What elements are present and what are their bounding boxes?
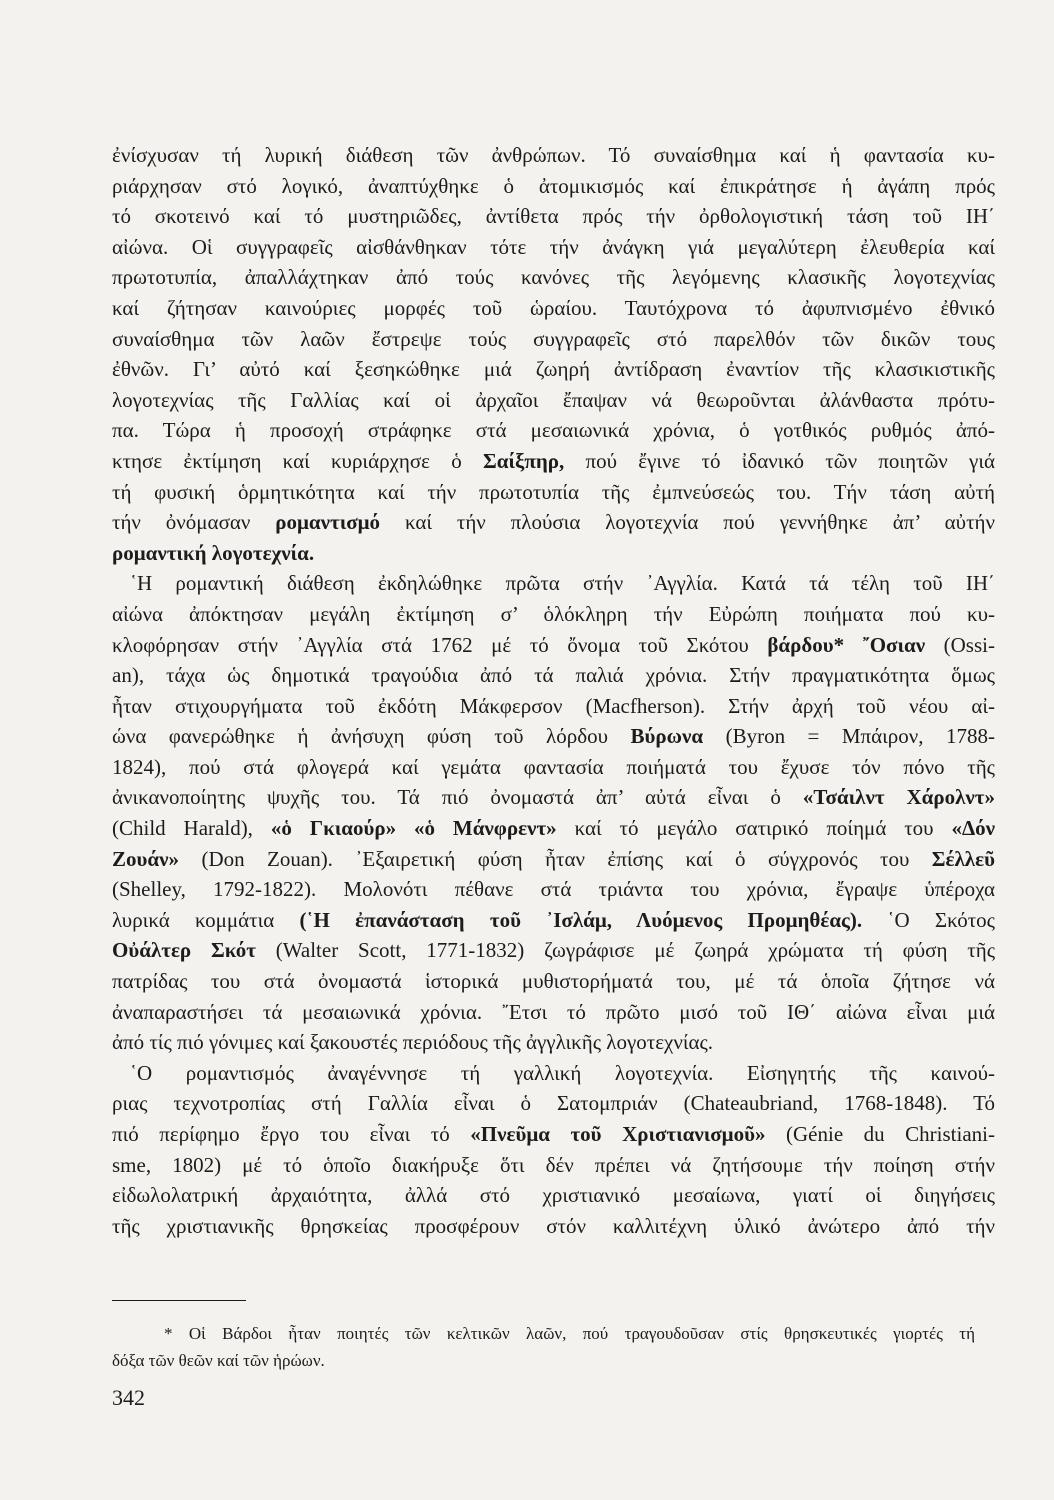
footnote — [112, 1320, 975, 1374]
text-line — [112, 782, 995, 813]
text-run: ἀπό τίς πιό γόνιμες καί ξακουστές περιόδους τῆς ἀγγλικῆς λογοτεχνίας. — [112, 1030, 714, 1055]
bold-term: Οὐάλτερ Σκότ — [112, 938, 256, 963]
text-line — [112, 874, 995, 905]
text-run: ἐθνῶν. Γι’ αὐτό καί ξεσηκώθηκε μιά ζωηρή ἀντίδραση ἐναντίον τῆς κλασικιστικῆς — [112, 357, 995, 382]
bold-term: «ὁ Γκιαούρ» «ὁ Μάνφρεντ» — [270, 816, 557, 841]
bold-term: Βύρωνα — [630, 724, 704, 749]
text-run: (Byron = Μπάιρον, 1788- — [703, 724, 995, 749]
text-line — [112, 140, 995, 171]
text-line — [112, 721, 995, 752]
text-line — [112, 752, 995, 783]
bold-term: βάρδου* ῎Οσιαν — [767, 632, 926, 657]
text-line — [112, 477, 995, 508]
text-line — [112, 446, 995, 477]
text-run: αἰώνα. Οἱ συγγραφεῖς αἰσθάνθηκαν τότε τήν ἀνάγκη γιά μεγαλύτερη ἐλευθερία καί — [112, 234, 995, 259]
text-run: (Don Zouan). ᾿Εξαιρετική φύση ἦταν ἐπίσης καί ὁ σύγχρονός του — [179, 846, 932, 871]
text-line — [112, 935, 995, 966]
text-line — [112, 385, 995, 416]
text-run: κτησε ἐκτίμηση καί κυριάρχησε ὁ — [112, 448, 483, 473]
bold-term: «Πνεῦμα τοῦ Χριστιανισμοῦ» — [470, 1122, 766, 1146]
paragraph-start-line — [112, 568, 995, 599]
text-run: ἀναπαραστήσει τά μεσαιωνικά χρόνια. ῎Ετσι τό πρῶτο μισό τοῦ ΙΘ΄ αἰώνα εἶναι μιά — [112, 999, 995, 1024]
text-run: 1824), πού στά φλογερά καί γεμάτα φαντασία ποιήματά του ἔχυσε τόν πόνο τῆς — [112, 754, 995, 779]
text-run: πα. Τώρα ἡ προσοχή στράφηκε στά μεσαιωνικά χρόνια, ὁ γοτθικός ρυθμός ἀπό- — [112, 418, 995, 443]
footnote-line — [112, 1347, 975, 1374]
text-line — [112, 324, 995, 355]
text-run: an), τάχα ὡς δημοτικά τραγούδια ἀπό τά παλιά χρόνια. Στήν πραγματικότητα ὅμως — [112, 663, 995, 688]
text-line — [112, 538, 995, 569]
text-line — [112, 905, 995, 936]
bold-term: Σέλλεῦ — [931, 846, 995, 871]
bold-term: Ζουάν» — [112, 846, 180, 871]
text-line — [112, 262, 995, 293]
text-run: πρωτοτυπία, ἀπαλλάχτηκαν ἀπό τούς κανόνες τῆς λεγόμενης κλασικῆς λογοτεχνίας — [112, 265, 995, 290]
text-run: ριάρχησαν στό λογικό, ἀναπτύχθηκε ὁ ἀτομικισμός καί ἐπικράτησε ἡ ἀγάπη πρός — [112, 173, 995, 198]
bold-term: Σαίξπηρ, — [483, 448, 565, 473]
bold-term: ρομαντισμό — [275, 510, 381, 535]
page-number: 342 — [112, 1385, 145, 1410]
text-line — [112, 415, 995, 446]
text-line — [112, 201, 995, 232]
text-run: τῆς χριστιανικῆς θρησκείας προσφέρουν στόν καλλιτέχνη ὑλικό ἀνώτερο ἀπό τήν — [112, 1213, 995, 1238]
text-run: πού ἔγινε τό ἰδανικό τῶν ποιητῶν γιά — [564, 448, 995, 473]
text-run: πιό περίφημο ἔργο του εἶναι τό — [112, 1122, 471, 1146]
text-line — [112, 232, 995, 263]
text-run: sme, 1802) μέ τό ὁποῖο διακήρυξε ὅτι δέν πρέπει νά ζητήσουμε τήν ποίηση στήν — [112, 1152, 995, 1177]
text-run: ῾Η ρομαντική διάθεση ἐκδηλώθηκε πρῶτα στήν ᾿Αγγλία. Κατά τά τέλη τοῦ ΙΗ΄ — [130, 571, 995, 596]
text-run: δόξα τῶν θεῶν καί τῶν ἡρώων. — [112, 1351, 325, 1370]
text-run: (Ossi- — [925, 632, 995, 657]
text-line — [112, 1088, 995, 1119]
text-run: τήν ὀνόμασαν — [112, 510, 276, 535]
text-line — [112, 1180, 995, 1211]
paragraph-start-line — [112, 1058, 995, 1089]
text-line — [112, 293, 995, 324]
text-run: λογοτεχνίας τῆς Γαλλίας καί οἱ ἀρχαῖοι ἔπαψαν νά θεωροῦνται ἀλάνθαστα πρότυ- — [112, 387, 995, 412]
text-run: λυρικά κομμάτια — [112, 907, 300, 932]
text-run: (Génie du Christiani- — [765, 1122, 995, 1146]
text-line — [112, 813, 995, 844]
bold-term: (῾Η ἐπανάσταση τοῦ ᾿Ισλάμ, Λυόμενος Προμηθέας). — [299, 907, 863, 932]
text-line — [112, 171, 995, 202]
text-line — [112, 997, 995, 1028]
text-run: αἰώνα ἀπόκτησαν μεγάλη ἐκτίμηση σ’ ὁλόκληρη τήν Εὐρώπη ποιήματα πού κυ- — [112, 601, 995, 626]
text-line — [112, 1119, 995, 1150]
text-line — [112, 660, 995, 691]
text-run: ριας τεχνοτροπίας στή Γαλλία εἶναι ὁ Σατομπριάν (Chateaubriand, 1768-1848). Τό — [112, 1091, 995, 1116]
text-run: τό σκοτεινό καί τό μυστηριῶδες, ἀντίθετα πρός τήν ὀρθολογιστική τάση τοῦ ΙΗ΄ — [112, 204, 995, 229]
text-run: εἰδωλολατρική ἀρχαιότητα, ἀλλά στό χριστιανικό μεσαίωνα, γιατί οἱ διηγήσεις — [112, 1183, 995, 1208]
text-run: ἦταν στιχουργήματα τοῦ ἐκδότη Μάκφερσον (Macfherson). Στήν ἀρχή τοῦ νέου αἰ- — [112, 693, 995, 718]
footnote-divider — [112, 1300, 246, 1301]
text-line — [112, 844, 995, 875]
text-run: κλοφόρησαν στήν ᾿Αγγλία στά 1762 μέ τό ὄνομα τοῦ Σκότου — [112, 632, 768, 657]
text-line — [112, 1150, 995, 1181]
text-line — [112, 1211, 995, 1242]
text-line — [112, 966, 995, 997]
text-run: (Child Harald), — [112, 816, 271, 841]
text-line — [112, 507, 995, 538]
text-run: συναίσθημα τῶν λαῶν ἔστρεψε τούς συγγραφεῖς στό παρελθόν τῶν δικῶν τους — [112, 326, 995, 351]
bold-term: «Τσάιλντ Χάρολντ» — [802, 785, 995, 810]
text-run: ώνα φανερώθηκε ἡ ἀνήσυχη φύση τοῦ λόρδου — [112, 724, 631, 749]
text-run: καί τήν πλούσια λογοτεχνία πού γεννήθηκε ἀπ’ αὐτήν — [380, 510, 995, 535]
text-run: πατρίδας του στά ὀνομαστά ἱστορικά μυθιστορήματά του, μέ τά ὁποῖα ζήτησε νά — [112, 969, 995, 994]
text-run: ἀνικανοποίητης ψυχῆς του. Τά πιό ὀνομαστά ἀπ’ αὐτά εἶναι ὁ — [112, 785, 803, 810]
text-run: ἐνίσχυσαν τή λυρική διάθεση τῶν ἀνθρώπων. Τό συναίσθημα καί ἡ φαντασία κυ- — [112, 143, 995, 167]
text-run: καί τό μεγάλο σατιρικό ποίημά του — [556, 816, 952, 841]
text-run: καί ζήτησαν καινούριες μορφές τοῦ ὡραίου. Ταυτόχρονα τό ἀφυπνισμένο ἐθνικό — [112, 295, 995, 320]
body-text — [112, 140, 995, 1241]
text-line — [112, 691, 995, 722]
text-line — [112, 1027, 995, 1058]
text-run: ῾Ο ρομαντισμός ἀναγέννησε τή γαλλική λογοτεχνία. Εἰσηγητής τῆς καινού- — [130, 1060, 995, 1085]
text-line — [112, 599, 995, 630]
text-run: (Walter Scott, 1771-1832) ζωγράφισε μέ ζωηρά χρώματα τή φύση τῆς — [255, 938, 995, 963]
text-run: (Shelley, 1792-1822). Μολονότι πέθανε στά τριάντα του χρόνια, ἔγραψε ὑπέροχα — [112, 877, 995, 902]
bold-term: «Δόν — [951, 816, 995, 841]
bold-term: ρομαντική λογοτεχνία. — [112, 540, 315, 565]
text-run: τή φυσική ὁρμητικότητα καί τήν πρωτοτυπία τῆς ἐμπνεύσεώς του. Τήν τάση αὐτή — [112, 479, 995, 504]
footnote-line — [112, 1320, 975, 1347]
text-line — [112, 630, 995, 661]
text-run: ῾Ο Σκότος — [862, 907, 995, 932]
text-line — [112, 354, 995, 385]
text-run: * Οἱ Βάρδοι ἦταν ποιητές τῶν κελτικῶν λαῶν, πού τραγουδοῦσαν στίς θρησκευτικές γιορτές τή — [164, 1324, 975, 1343]
